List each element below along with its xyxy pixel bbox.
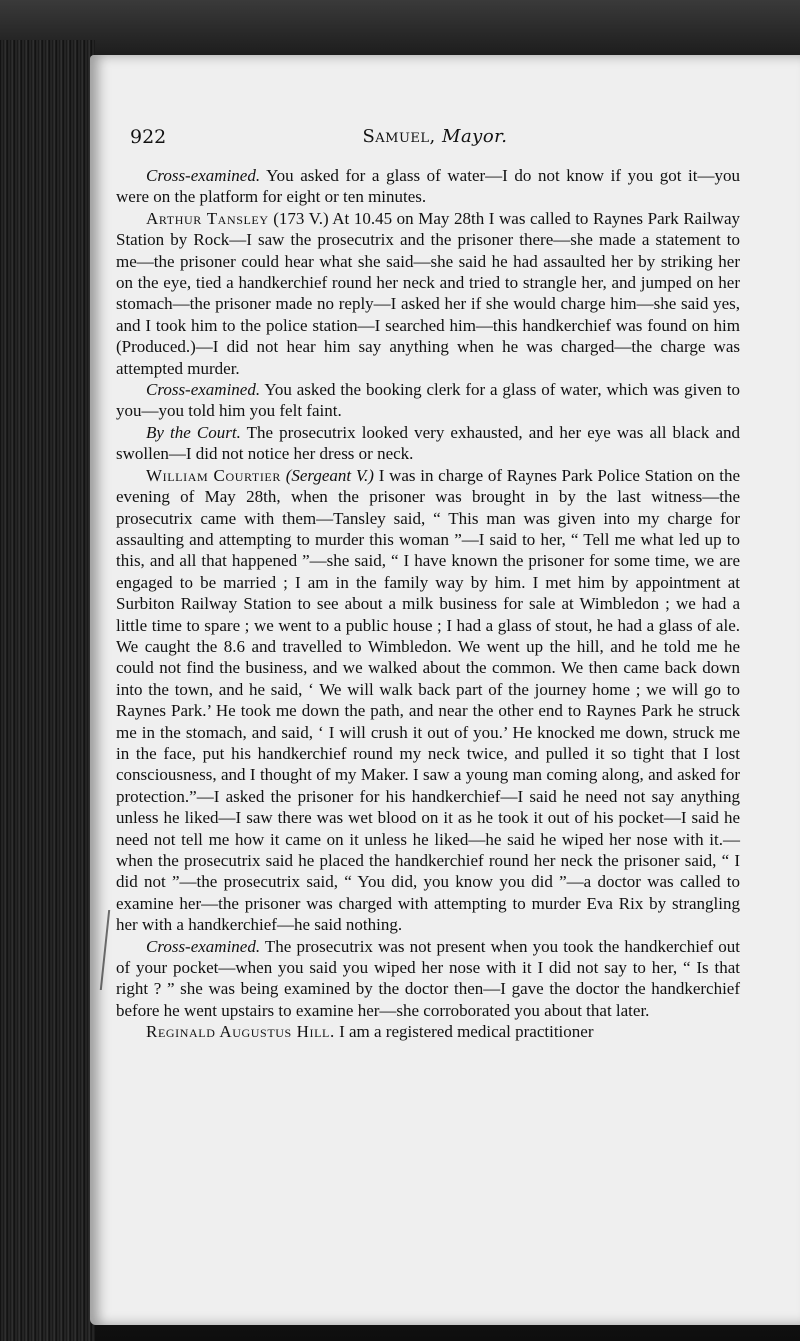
body-text xyxy=(116,165,740,1043)
witness-identifier: (173 V.) xyxy=(273,208,329,228)
paragraph-lead: Cross-examined. xyxy=(146,166,261,185)
paragraph-text: I was in charge of Raynes Park Police Station on the evening of May 28th, when the prisoner was brought in by the last witness—the prosecutrix came with them—Tansley said, “ This man was given into my charge for assaulting and attempting to murder this woman ”—I said to her, “ Tell me what led up to this, and all that happened ”—she said, “ I have known the prisoner for some time, we are engaged to be married ; I am in the family way by him. I met him by appointment at Surbiton Railway Station to see about a milk business for sale at Wimbledon ; we had a little time to spare ; we went to a public house ; I had a glass of stout, he had a glass of ale. We caught the 8.6 and travelled to Wimbledon. We went up the hill, and he told me he could not find the business, and we walked about the common. We then came back down into the town, and he said, ‘ We will walk back part of the journey home ; we will go to Raynes Park.’ He took me down the path, and near the other end to Raynes Park he struck me in the stomach, and said, ‘ I will crush it out of you.’ He knocked me down, struck me in the face, put his handkerchief round my neck twice, and pulled it so tight that I lost consciousness, and I thought of my Maker. I saw a young man coming along, and asked for protection.”—I asked the prisoner for his handkerchief—I said he need not say anything unless he liked—I saw there was wet blood on it as he took it out of his pocket—I said he need not tell me how it came on it unless he liked—he said he wiped her nose with it.—when the prosecutrix said he placed the handkerchief round her neck the prisoner said, “ I did not ”—the prosecutrix said, “ You did, you know you did ”—a doctor was called to examine her—the prisoner was charged with attempting to murder Eva Rix by strangling her with a handkerchief—he said nothing. xyxy=(116,465,740,935)
paragraph-reginald-hill xyxy=(116,1021,740,1042)
witness-name: William Courtier xyxy=(146,465,281,485)
page-number: 922 xyxy=(130,126,167,148)
witness-identifier: (Sergeant V.) xyxy=(285,465,374,485)
running-head-title: Mayor. xyxy=(442,126,508,147)
paragraph-text: At 10.45 on May 28th I was called to Raynes Park Railway Station by Rock—I saw the prosecutrix and the prisoner there—she made a statement to me—the prisoner could hear what she said—she said he had assaulted her by striking her on the eye, tied a handkerchief round her neck and tried to strangle her, and jumped on her stomach—the prisoner made no reply—I asked her if she would charge him—she said yes, and I took him to the police station—I searched him—this handkerchief was found on him (Produced.)—I did not hear him say anything when he was charged—the charge was attempted murder. xyxy=(116,208,741,378)
witness-name: Reginald Augustus Hill. xyxy=(146,1022,335,1042)
paragraph-lead: Cross-examined. xyxy=(146,380,261,400)
running-head-name: Samuel, xyxy=(362,126,436,147)
paragraph-text: I am a registered medical practitioner xyxy=(334,1022,594,1042)
witness-name: Arthur Tansley xyxy=(146,208,269,228)
running-head xyxy=(130,126,740,147)
paragraph-cross-examined-1 xyxy=(116,165,740,208)
book-page-edges xyxy=(0,40,95,1341)
paragraph-text: The prosecutrix was not present when you took the handkerchief out of your pocket—when you said you wiped her nose with it I did not say to her, “ Is that right ? ” she was being examined by the doctor then—I gave the doctor the handkerchief before he went upstairs to examine her—she corroborated you about that later. xyxy=(116,936,740,1020)
paragraph-text: You asked the booking clerk for a glass of water, which was given to you—you told him you felt faint. xyxy=(116,380,740,421)
paragraph-cross-examined-3 xyxy=(116,936,740,1022)
page-header xyxy=(130,126,740,156)
paragraph-text: You asked for a glass of water—I do not know if you got it—you were on the platform for eight or ten minutes. xyxy=(116,166,740,207)
paragraph-text: The prosecutrix looked very exhausted, and her eye was all black and swollen—I did not notice her dress or neck. xyxy=(116,422,740,464)
paragraph-william-courtier xyxy=(116,465,740,936)
paragraph-cross-examined-2 xyxy=(116,379,740,422)
paragraph-lead: Cross-examined. xyxy=(146,936,261,956)
paragraph-by-the-court xyxy=(116,422,740,465)
paragraph-lead: By the Court. xyxy=(146,422,241,442)
paragraph-arthur-tansley xyxy=(116,208,740,379)
